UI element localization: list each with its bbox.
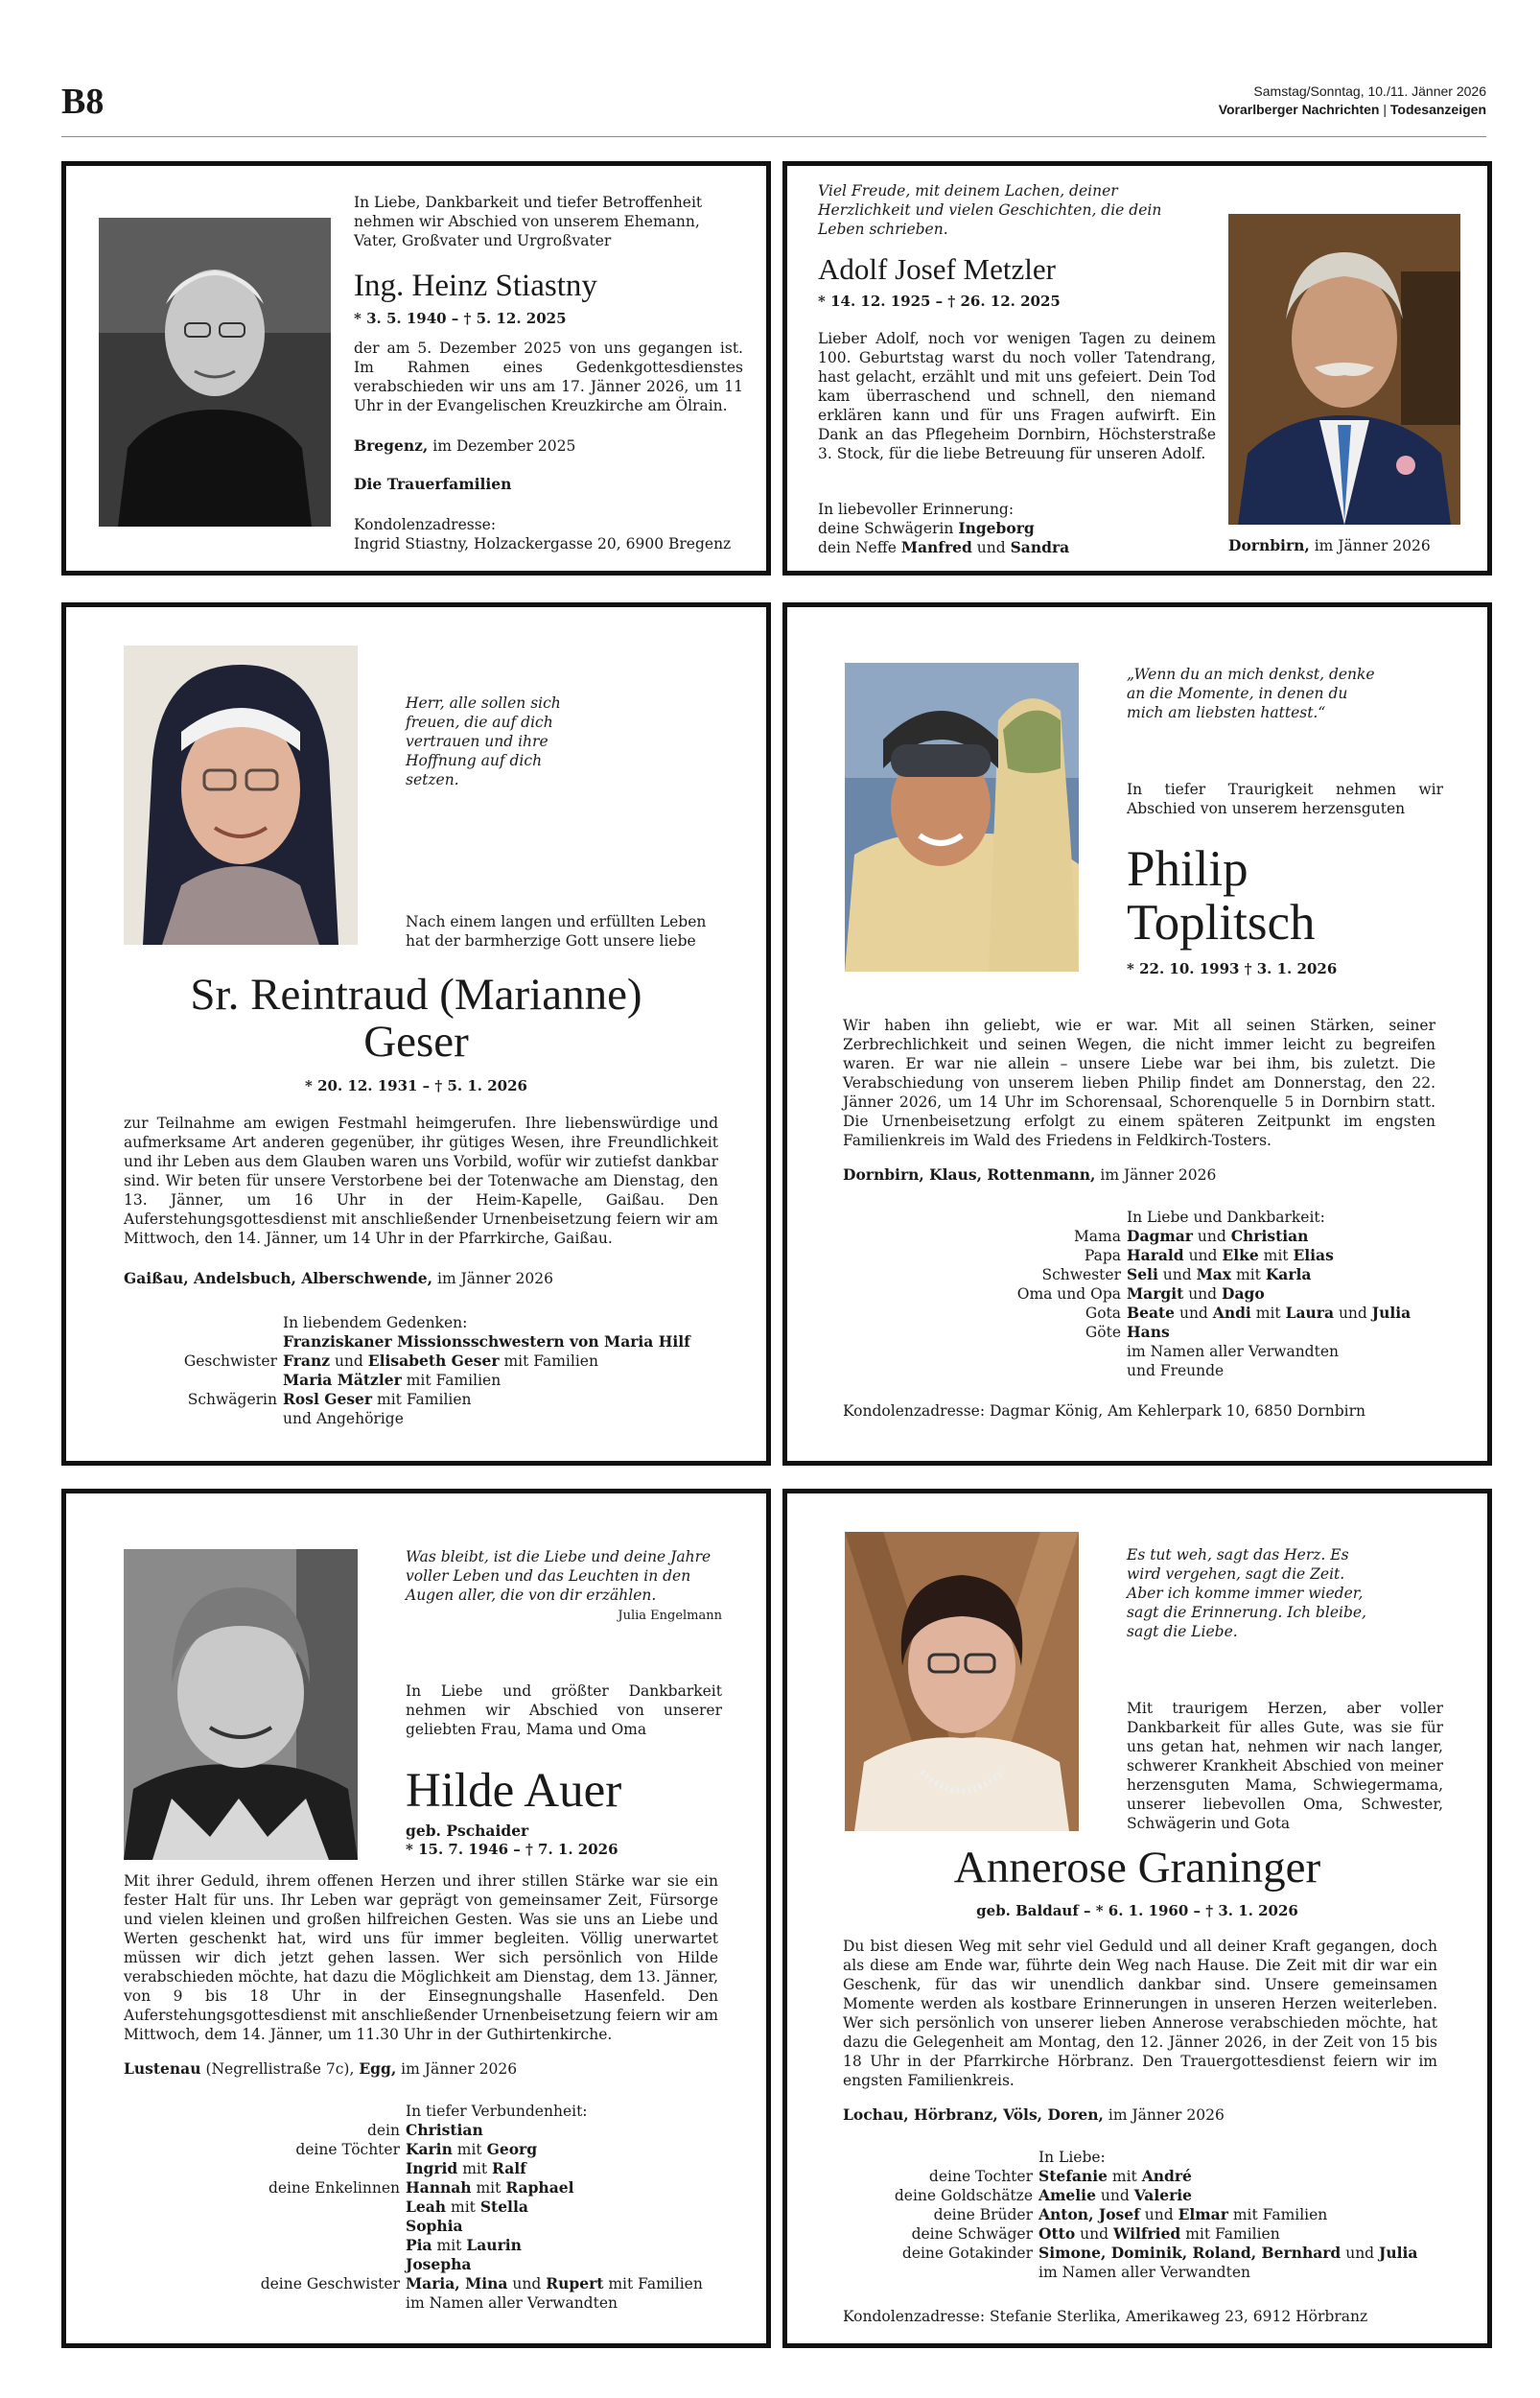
obituary-toplitsch [782,602,1492,1466]
relative-line: deine Schwägerin Ingeborg [818,519,1035,537]
obituary-metzler [782,161,1492,576]
body-text: Wir haben ihn geliebt, wie er war. Mit all seinen Stärken, seiner Zerbrechlichkeit und seinen Wegen, die nicht immer leicht zu begreifen waren. Er war nie allein – unsere Liebe war bei ihm, bis zuletzt. Die Verabschiedung von unserem lieben Philip findet am Donnerstag, den 22. Jänner 2026, um 14 Uhr im Schorensaal, Schorenquelle 5 in Dornbirn statt. Die Urnenbeisetzung erfolgt zu einem späteren Zeitpunkt im engsten Familienkreis im Wald des Friedens in Feldkirch-Tosters. [843,1017,1435,1149]
intro-text: In Liebe, Dankbarkeit und tiefer Betroffenheit nehmen wir Abschied von unserem Ehemann, Vater, Großvater und Urgroßvater [354,194,703,249]
relatives-list [124,1332,757,1428]
condolence-address: Ingrid Stiastny, Holzackergasse 20, 6900 Bregenz [354,535,732,552]
deceased-name: Adolf Josef Metzler [818,252,1056,286]
body-text: zur Teilnahme am ewigen Festmahl heimgerufen. Ihre liebenswürdige und aufmerksame Art anderen gegenüber, ihr gütiges Wesen, ihre Freundlichkeit und ihr Leben aus dem Glauben waren uns Vorbild, wofür wir zutiefst dankbar sind. Wir beten für unsere Verstorbene bei der Totenwache am Dienstag, den 13. Jänner, um 16 Uhr in der Heim-Kapelle, Gaißau. Den Auferstehungsgottesdienst mit anschließender Urnenbeisetzung feiern wir am Mittwoch, den 14. Jänner, um 14 Uhr in der Pfarrkirche, Gaißau. [124,1115,718,1247]
relatives-list [843,1227,1476,1380]
section-name: Todesanzeigen [1389,102,1486,117]
issue-date: Samstag/Sonntag, 10./11. Jänner 2026 [1253,83,1486,99]
relative-row: deine Goldschätze Amelie und Valerie [894,2186,1193,2204]
relative-row: Ingrid mit Ralf [406,2159,526,2177]
place-line: Bregenz, im Dezember 2025 [354,436,576,455]
portrait-photo [845,663,1079,972]
relative-row: dein Christian [366,2121,483,2139]
page-number: B8 [61,82,105,122]
obituary-auer [61,1489,771,2348]
family-signature: Die Trauerfamilien [354,475,512,493]
relative-row: Pia mit Laurin [406,2236,522,2254]
relative-row: im Namen aller Verwandten [406,2294,618,2312]
relative-row: und Angehörige [283,1410,404,1427]
relative-row: Schwägerin Rosl Geser mit Familien [187,1390,472,1408]
obituary-graninger [782,1489,1492,2348]
portrait-photo [845,1532,1079,1831]
relative-row: deine Tochter Stefanie mit André [928,2167,1192,2185]
place-line: Dornbirn, Klaus, Rottenmann, im Jänner 2026 [843,1165,1217,1184]
deceased-name: Sr. Reintraud (Marianne) Geser [190,970,642,1068]
deceased-name: Annerose Graninger [953,1843,1321,1893]
deceased-name: Philip Toplitsch [1127,841,1316,951]
life-dates: * 14. 12. 1925 – † 26. 12. 2025 [818,293,1061,310]
relative-row: Oma und Opa Margit und Dago [1016,1284,1265,1303]
portrait-photo [124,1549,358,1860]
life-dates: geb. Baldauf – * 6. 1. 1960 – † 3. 1. 2026 [976,1902,1298,1919]
relative-row: deine Gotakinder Simone, Dominik, Roland, Bernhard und Julia [901,2244,1418,2262]
memory-intro: In tiefer Verbundenheit: [406,2103,588,2120]
portrait-photo [99,218,331,527]
quote-text: „Wenn du an mich denkst, denke an die Momente, in denen du mich am liebsten hattest.“ [1127,666,1375,721]
relative-line: dein Neffe Manfred und Sandra [818,538,1070,556]
place-line: Gaißau, Andelsbuch, Alberschwende, im Jänner 2026 [124,1269,553,1287]
relative-row: deine Geschwister Maria, Mina und Rupert mit Familien [260,2274,703,2292]
relative-row: Geschwister Franz und Elisabeth Geser mit Familien [183,1352,598,1370]
place-line: Lustenau (Negrellistraße 7c), Egg, im Jänner 2026 [124,2059,518,2078]
relative-row: deine Schwäger Otto und Wilfried mit Familien [911,2224,1280,2243]
life-dates: * 3. 5. 1940 – † 5. 12. 2025 [354,310,567,327]
relative-row: Mama Dagmar und Christian [1073,1227,1309,1245]
body-text: Mit ihrer Geduld, ihrem offenen Herzen und ihrer stillen Stärke war sie ein fester Halt für uns. Ihr Leben war geprägt von gemeinsamer Zeit, Fürsorge und vielen kleinen und großen hilfreichen Gesten. Was sie uns an Liebe und Werten geschenkt hat, wird uns für immer begleiten. Völlig unerwartet müssen wir dich jetzt gehen lassen. Wer sich persönlich von Hilde verabschieden möchte, hat dazu die Möglichkeit am Dienstag, dem 13. Jänner, von 9 bis 18 Uhr in der Einsegnungshalle Hasenfeld. Den Auferstehungsgottesdienst mit anschließender Urnenbeisetzung feiern wir am Mittwoch, dem 14. Jänner, um 11.30 Uhr in der Guthirtenkirche. [124,1872,718,2043]
body-text: der am 5. Dezember 2025 von uns gegangen ist. Im Rahmen eines Gedenkgottesdienstes verabschieden wir uns am 17. Jänner 2026, um 11 Uhr in der Evangelischen Kreuzkirche am Ölrain. [354,340,743,414]
deceased-name: Ing. Heinz Stiastny [354,269,597,303]
memory-intro: In liebendem Gedenken: [283,1314,468,1331]
relatives-list [843,2167,1476,2282]
intro-text: Mit traurigem Herzen, aber voller Dankbarkeit für alles Gute, was sie für uns getan hat, nehmen wir nach langer, schwerer Krankheit Abschied von meiner herzensguten Mama, Schwiegermama, unserer liebevollen Oma, Schwester, Schwägerin und Gota [1127,1700,1443,1832]
intro-text: In Liebe und größter Dankbarkeit nehmen wir Abschied von unserer geliebten Frau, Mama und Oma [406,1682,722,1738]
relative-row: deine Enkelinnen Hannah mit Raphael [268,2178,574,2197]
relative-row: Gota Beate und Andi mit Laura und Julia [1085,1304,1412,1322]
header-info: Samstag/Sonntag, 10./11. Jänner 2026 Vorarlberger Nachrichten | Todesanzeigen [1218,83,1486,117]
portrait-photo [124,646,358,945]
quote-text: Herr, alle sollen sich freuen, die auf dich vertrauen und ihre Hoffnung auf dich setzen. [406,694,561,788]
relative-row: Franziskaner Missionsschwestern von Maria Hilf [283,1332,690,1351]
quote-text: Es tut weh, sagt das Herz. Es wird vergehen, sagt die Zeit. Aber ich komme immer wieder, sagt die Erinnerung. Ich bleibe, sagt die Liebe. [1127,1546,1366,1640]
body-text: Lieber Adolf, noch vor wenigen Tagen zu deinem 100. Geburtstag warst du noch voller Tatendrang, hast gelacht, erzählt und mit uns gefeiert. Dein Tod kam überraschend und schnell, den niemand erklären kann und für uns Fragen aufwirft. Ein Dank an das Pflegeheim Dornbirn, Höchsterstraße 3. Stock, für die liebe Betreuung für unseren Adolf. [818,330,1216,462]
intro-text: Nach einem langen und erfüllten Leben hat der barmherzige Gott unsere liebe [406,913,707,950]
quote-author: Julia Engelmann [618,1609,722,1623]
condolence-address: Kondolenzadresse: Dagmar König, Am Kehlerpark 10, 6850 Dornbirn [843,1402,1366,1420]
life-dates: * 20. 12. 1931 – † 5. 1. 2026 [305,1077,527,1094]
memory-intro: In Liebe und Dankbarkeit: [1127,1209,1325,1226]
relative-row: deine Brüder Anton, Josef und Elmar mit Familien [933,2205,1328,2223]
relative-row: im Namen aller Verwandten [1127,1343,1339,1360]
deceased-name: Hilde Auer [406,1764,622,1818]
place-line: Lochau, Hörbranz, Völs, Doren, im Jänner 2026 [843,2105,1225,2124]
relative-row: Schwester Seli und Max mit Karla [1041,1265,1312,1283]
condolence-label: Kondolenzadresse: [354,516,497,533]
relative-row: und Freunde [1127,1362,1225,1379]
condolence-address: Kondolenzadresse: Stefanie Sterlika, Amerikaweg 23, 6912 Hörbranz [843,2308,1368,2325]
quote-text: Was bleibt, ist die Liebe und deine Jahre voller Leben und das Leuchten in den Augen aller, die von dir erzählen. [406,1548,712,1604]
relatives-list [124,2121,757,2313]
quote-text: Viel Freude, mit deinem Lachen, deiner Herzlichkeit und vielen Geschichten, die dein Leben schrieben. [818,182,1162,238]
place-line: Dornbirn, im Jänner 2026 [1228,536,1431,554]
relative-row: Göte Hans [1085,1323,1170,1341]
relative-row: deine Töchter Karin mit Georg [295,2140,538,2158]
obituary-stiastny [61,161,771,576]
body-text: Du bist diesen Weg mit sehr viel Geduld und all deiner Kraft gegangen, doch als diese am Ende war, führte dein Weg nach Hause. Die Zeit mit dir war ein Geschenk, für das wir unendlich dankbar sind. Unsere gemeinsamen Momente werden als kostbare Erinnerungen in unseren Herzen weiterleben. Wer sich persönlich von unserer lieben Annerose verabschieden möchte, hat dazu die Gelegenheit am Montag, den 12. Jänner 2026, in der Zeit von 15 bis 18 Uhr in der Pfarrkirche Hörbranz. Den Trauergottesdienst feiern wir im engsten Familienkreis. [843,1938,1437,2089]
relative-row: Leah mit Stella [406,2198,528,2216]
relative-row: Maria Mätzler mit Familien [283,1371,502,1389]
relative-row: Josepha [406,2255,472,2273]
life-dates: * 22. 10. 1993 † 3. 1. 2026 [1127,960,1338,977]
memory-intro: In Liebe: [1038,2149,1106,2166]
page-header [61,69,1486,137]
relative-row: Papa Harald und Elke mit Elias [1084,1246,1334,1264]
relative-row: im Namen aller Verwandten [1038,2264,1250,2281]
memory-intro: In liebevoller Erinnerung: [818,501,1015,518]
birth-name: geb. Pschaider [406,1822,529,1840]
relative-row: Sophia [406,2217,463,2235]
portrait-photo [1228,214,1460,525]
intro-text: In tiefer Traurigkeit nehmen wir Abschied von unserem herzensguten [1127,781,1443,817]
obituary-geser [61,602,771,1466]
publication-name: Vorarlberger Nachrichten [1218,102,1380,117]
life-dates: * 15. 7. 1946 – † 7. 1. 2026 [406,1841,618,1858]
